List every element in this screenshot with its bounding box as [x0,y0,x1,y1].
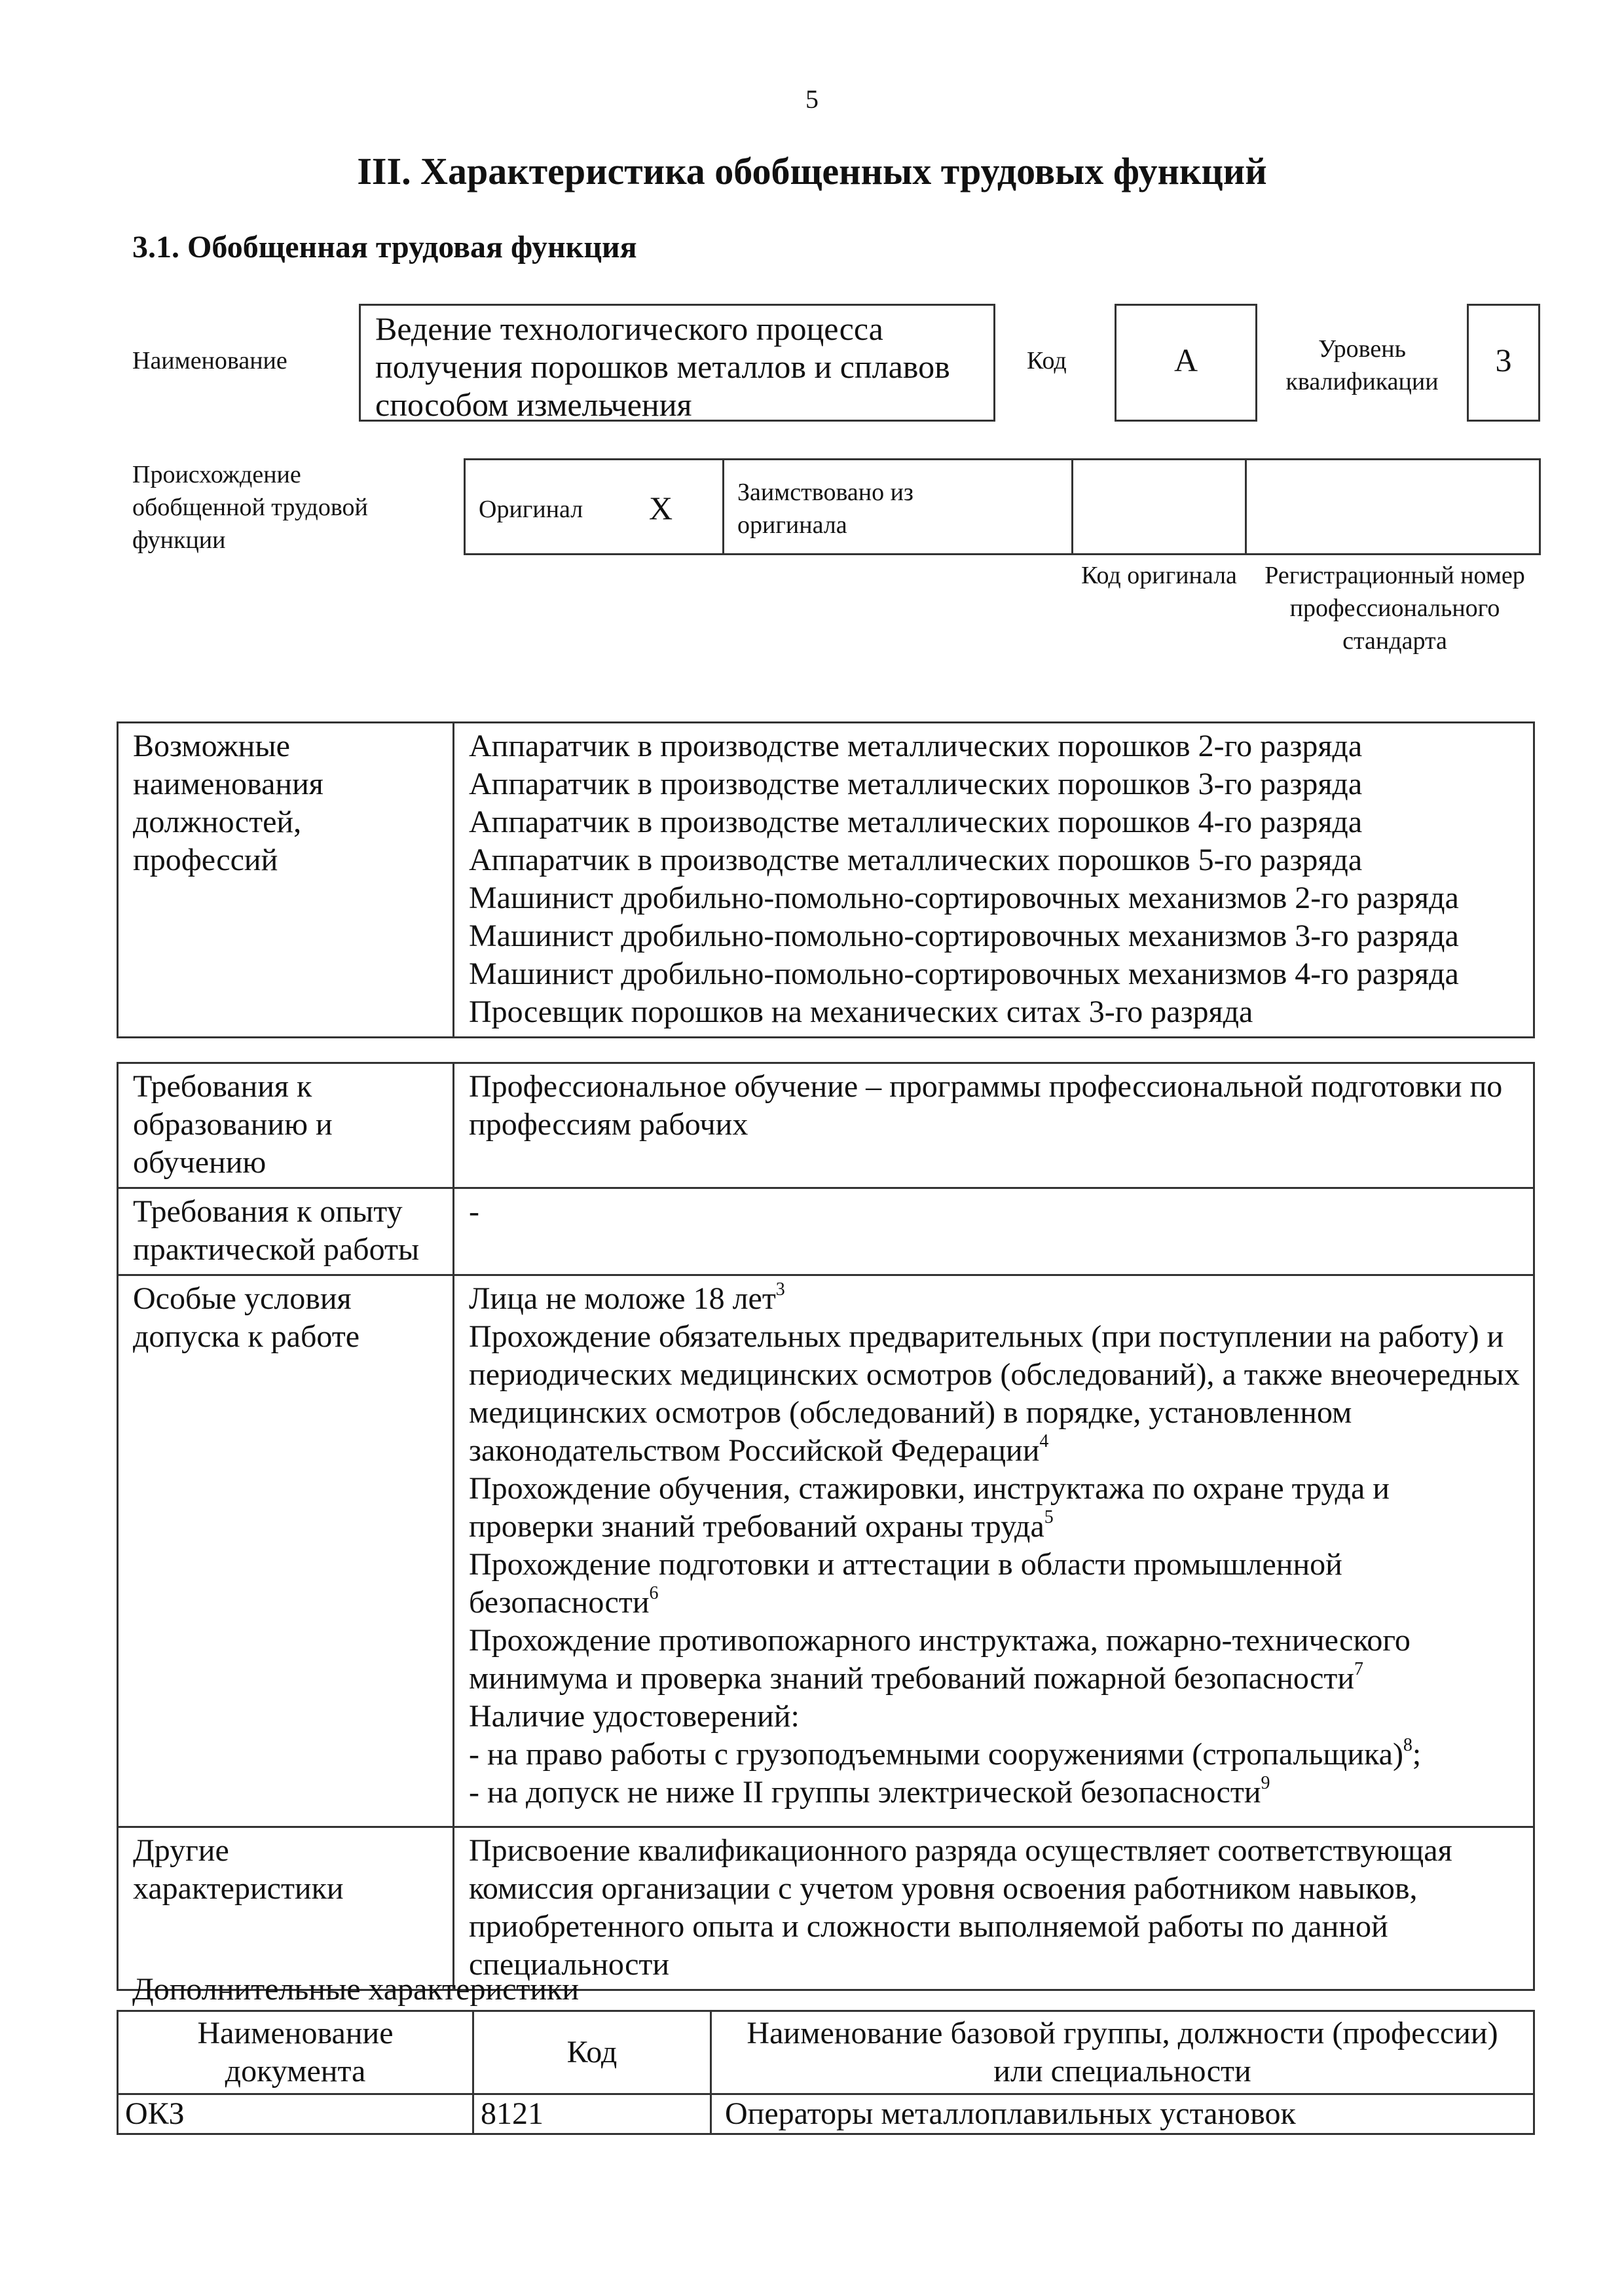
level-value: 3 [1495,342,1512,378]
additional-cell: ОКЗ [118,2094,473,2134]
positions-table [117,721,1535,1038]
page-number: 5 [805,84,819,114]
position-item: Машинист дробильно-помольно-сортировочных механизмов 4-го разряда [469,957,1459,991]
name-label: Наименование [132,347,287,374]
level-box [1467,304,1540,422]
condition-item: Прохождение противопожарного инструктажа, пожарно-технического минимума и проверка знаний требований пожарной безопасности$^7$ [469,1623,1411,1696]
position-item: Аппаратчик в производстве металлических порошков 5-го разряда [469,843,1363,877]
conditions-label: Особые условия допуска к работе [118,1275,454,1827]
education-value: Профессиональное обучение – программы профессиональной подготовки по профессиям рабочих [454,1063,1534,1188]
position-item: Аппаратчик в производстве металлических порошков 2-го разряда [469,729,1363,763]
education-label: Требования к образованию и обучению [118,1063,454,1188]
original-mark: Х [649,490,673,526]
additional-cell: 8121 [473,2094,711,2134]
additional-title: Дополнительные характеристики [132,1972,580,2007]
other-value: Присвоение квалификационного разряда осуществляет соответствующая комиссия организации с учетом уровня освоения работником навыков, приобретенного опыта и сложности выполняемой работы по данной специальности [454,1827,1534,1990]
origin-code-cell [1071,458,1247,555]
experience-value: - [454,1188,1534,1275]
condition-item: - на право работы с грузоподъемными сооружениями (стропальщика)$^8$; [469,1735,1422,1772]
position-item: Просевщик порошков на механических ситах 3-го разряда [469,994,1253,1029]
name-value: Ведение технологического процесса получения порошков металлов и сплавов способом измельчения [375,310,950,423]
subsection-title: 3.1. Обобщенная трудовая функция [132,230,637,264]
section-title: III. Характеристика обобщенных трудовых функций [357,150,1267,192]
other-label: Другие характеристики [118,1827,454,1990]
origin-original-cell [464,458,724,555]
position-item: Аппаратчик в производстве металлических порошков 4-го разряда [469,805,1363,839]
code-value: А [1173,342,1198,378]
reg-number-caption: Регистрационный номер профессионального стандарта [1264,562,1525,655]
additional-table [117,2010,1535,2135]
name-box [359,304,995,422]
condition-item: Прохождение обязательных предварительных (при поступлении на работу) и периодических медицинских осмотров (обследований), а также внеочередных медицинских осмотров (обследований) в порядке, установленном законодательством Российской Федерации$^4$ [469,1319,1520,1468]
code-label: Код [1027,347,1067,374]
condition-item: Наличие удостоверений: [469,1699,800,1734]
position-item: Машинист дробильно-помольно-сортировочных механизмов 2-го разряда [469,881,1459,915]
original-label: Оригинал [479,496,583,523]
additional-col-group: Наименование базовой группы, должности (профессии) или специальности [711,2011,1534,2094]
origin-reg-cell [1245,458,1541,555]
position-item: Машинист дробильно-помольно-сортировочных механизмов 3-го разряда [469,919,1459,953]
code-box [1115,304,1257,422]
experience-label: Требования к опыту практической работы [118,1188,454,1275]
origin-borrowed-cell [722,458,1073,555]
borrowed-label: Заимствовано из оригинала [737,479,913,539]
condition-item: Лица не моложе 18 лет$^3$ [469,1279,785,1316]
level-label: Уровень квалификации [1285,335,1439,395]
additional-col-document: Наименование документа [118,2011,473,2094]
requirements-table [117,1062,1535,1991]
condition-item: - на допуск не ниже II группы электрической безопасности$^9$ [469,1773,1270,1810]
origin-label: Происхождение обобщенной трудовой функции [132,461,368,554]
condition-item: Прохождение обучения, стажировки, инструктажа по охране труда и проверки знаний требований охраны труда$^5$ [469,1471,1390,1544]
conditions-list [454,1275,1534,1827]
positions-label: Возможные наименования должностей, профессий [118,723,454,1038]
additional-col-code: Код [473,2011,711,2094]
position-item: Аппаратчик в производстве металлических порошков 3-го разряда [469,767,1363,801]
positions-list [454,723,1534,1038]
code-original-caption: Код оригинала [1081,562,1237,589]
additional-cell: Операторы металлоплавильных установок [711,2094,1534,2134]
condition-item: Прохождение подготовки и аттестации в области промышленной безопасности$^6$ [469,1547,1342,1620]
